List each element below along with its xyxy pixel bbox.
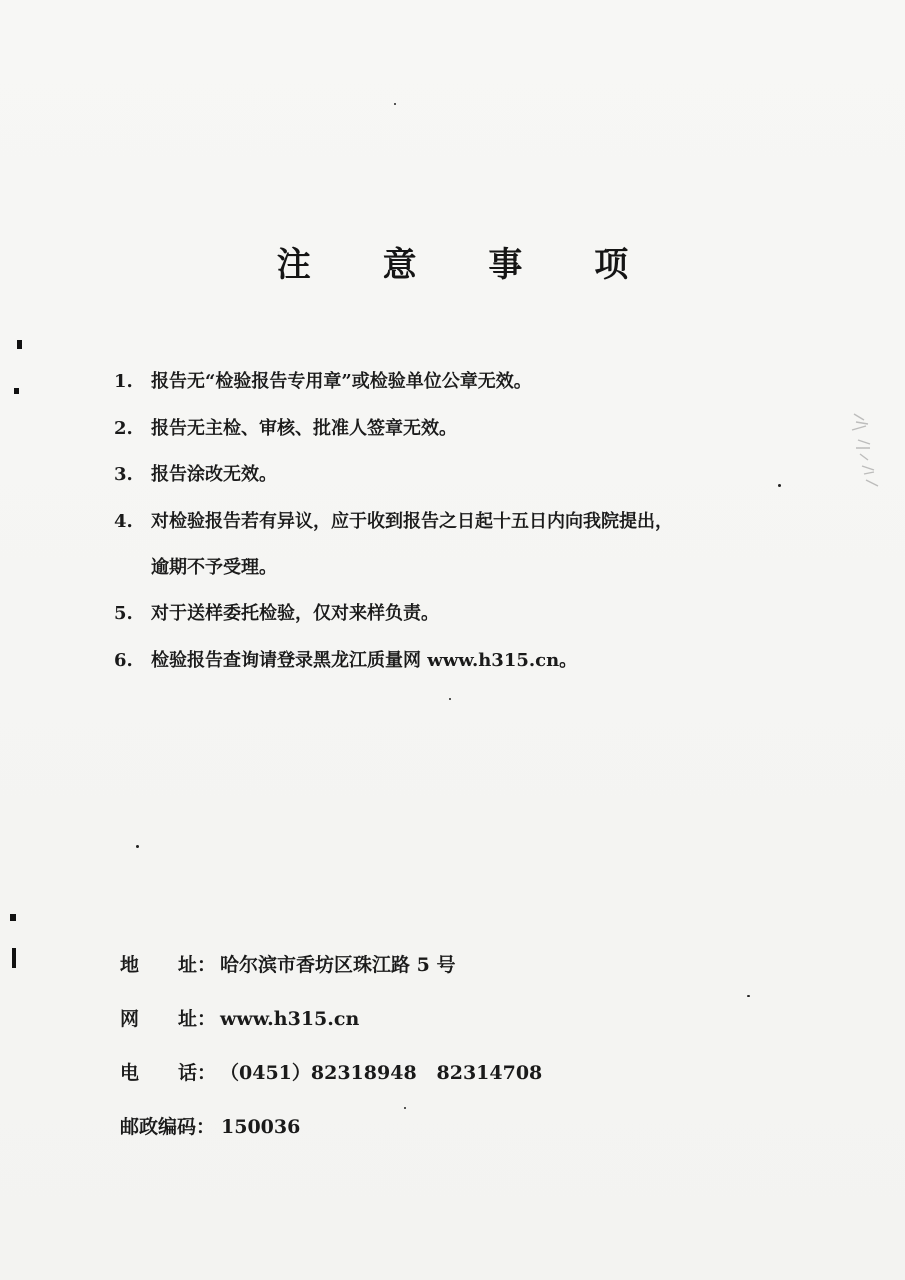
address-label-second: 址： (178, 954, 217, 976)
website-label-first: 网 (120, 1008, 140, 1030)
faint-stamp-bleed (848, 408, 888, 488)
contact-info (120, 950, 542, 1166)
list-item (114, 419, 814, 439)
phone-label-second: 话： (178, 1062, 217, 1084)
note-text: 报告涂改无效。 (151, 464, 277, 485)
website-row (120, 1004, 542, 1030)
postal-label: 邮政编码： (120, 1116, 216, 1138)
website-label-second: 址： (178, 1008, 217, 1030)
note-number: 4. (114, 510, 133, 532)
postal-row (120, 1112, 542, 1138)
website-value: www.h315.cn (220, 1008, 360, 1030)
note-text: 检验报告查询请登录黑龙江质量网 www.h315.cn。 (151, 649, 578, 671)
phone-label-first: 电 (120, 1062, 140, 1084)
list-item (114, 512, 814, 578)
phone-value: （0451）82318948 82314708 (220, 1062, 543, 1084)
address-row (120, 950, 542, 976)
margin-mark (17, 340, 22, 349)
note-text: 对检验报告若有异议，应于收到报告之日起十五日内向我院提出， (151, 510, 673, 532)
note-text: 报告无“检验报告专用章”或检验单位公章无效。 (151, 371, 532, 392)
list-item (114, 465, 814, 485)
list-item (114, 651, 814, 671)
postal-value: 150036 (221, 1116, 301, 1138)
note-text: 对于送样委托检验，仅对来样负责。 (151, 603, 439, 624)
note-body (151, 512, 814, 578)
note-number: 5. (114, 603, 133, 624)
speck (449, 698, 451, 700)
margin-mark (10, 914, 16, 921)
margin-mark (14, 388, 19, 394)
note-number: 2. (114, 417, 133, 439)
list-item (114, 372, 814, 392)
note-continuation: 逾期不予受理。 (151, 556, 277, 578)
note-number: 3. (114, 464, 133, 485)
notes-list (114, 372, 814, 697)
note-text: 报告无主检、审核、批准人签章无效。 (151, 417, 457, 439)
address-label-first: 地 (120, 954, 140, 976)
margin-mark (12, 948, 16, 968)
speck (747, 995, 750, 997)
page-title: 注 意 事 项 (276, 244, 659, 285)
phone-row (120, 1058, 543, 1084)
note-number: 6. (114, 649, 133, 671)
speck (394, 103, 396, 105)
note-number: 1. (114, 371, 133, 392)
speck (136, 845, 139, 848)
list-item (114, 604, 814, 624)
address-value: 哈尔滨市香坊区珠江路 5 号 (220, 954, 456, 976)
